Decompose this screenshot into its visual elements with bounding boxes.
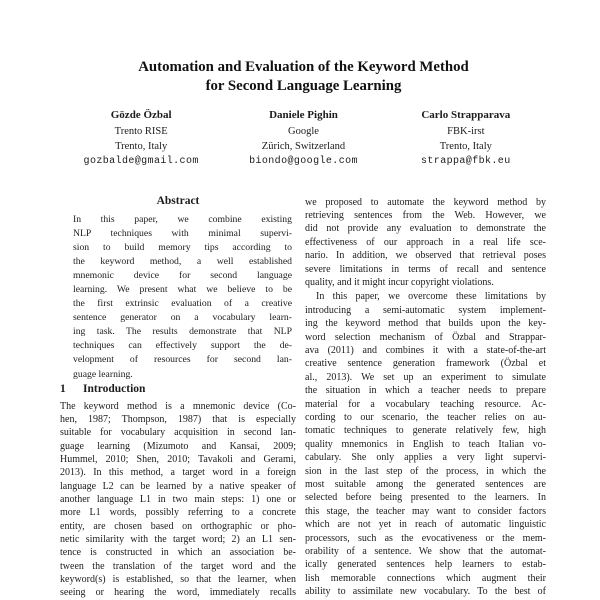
- text-line: severe limitations in terms of recall and sentence: [305, 263, 546, 275]
- author-affiliation: FBK-irst: [447, 125, 485, 137]
- text-line: the situation in which a teacher needs to prepare: [305, 385, 546, 397]
- text-line: seeing or hearing the word, immediately recalls: [60, 587, 296, 599]
- text-line: hen, 1987; Thompson, 1987) that is especially: [60, 413, 296, 425]
- text-line: we proposed to automate the keyword method by: [305, 196, 546, 208]
- text-line: In this paper, we combine existing: [73, 213, 292, 225]
- author-location: Zürich, Switzerland: [261, 140, 346, 152]
- right-column: [305, 195, 546, 600]
- author-block: [60, 108, 547, 170]
- author-1: [60, 108, 222, 170]
- text-line: The keyword method is a mnemonic device (Co-: [60, 400, 296, 412]
- author-2: [222, 108, 384, 170]
- paper-title-line2: for Second Language Learning: [205, 78, 402, 94]
- text-line: which are not yet in reach of automatic linguistic: [305, 519, 546, 531]
- two-column-body: [60, 195, 547, 600]
- author-affiliation: Trento RISE: [114, 125, 168, 137]
- text-line: Hummel, 2010; Shen, 2010; Tavakoli and Gerami,: [60, 454, 296, 465]
- text-line: velopment of resources for second lan-: [73, 354, 292, 366]
- text-line: effectiveness of our approach in a real life sce-: [305, 236, 546, 248]
- text-line: material for a vocabulary teaching resource. Ac-: [305, 398, 546, 410]
- author-3: [385, 108, 547, 170]
- text-line: quality mnemonics in English to teach Italian vo-: [305, 438, 546, 450]
- text-line: introducing a semi-automatic system implement-: [305, 304, 546, 316]
- text-line: netic similarity with the target word; 2) an L1 sen-: [60, 534, 296, 546]
- right-column-paragraph-2: [305, 290, 546, 598]
- text-line: ava (2011) and combines it with a state-of-the-art: [305, 344, 546, 356]
- text-line: suitable for vocabulary acquisition in second lan-: [60, 427, 296, 439]
- text-line: NLP techniques with minimal supervi-: [73, 227, 292, 239]
- author-location: Trento, Italy: [439, 140, 492, 152]
- text-line: selected before being presented to the learners. In: [305, 492, 546, 504]
- text-line: retrieving sentences from the Web. However, we: [305, 209, 546, 221]
- text-line: more L1 words, possibly referring to a concrete: [60, 507, 296, 519]
- author-name: Carlo Strapparava: [421, 109, 511, 121]
- text-line: al., 2013). We set up an experiment to simulate: [305, 371, 546, 383]
- author-name: Daniele Pighin: [269, 109, 338, 121]
- paper-title-line1: Automation and Evaluation of the Keyword Method: [138, 59, 469, 75]
- text-line: processors, such as the evocativeness or the mem-: [305, 532, 546, 544]
- author-email: strappa@fbk.eu: [421, 155, 511, 167]
- text-line: techniques can effectively support the de-: [73, 340, 292, 352]
- right-column-paragraph-1: [305, 196, 546, 290]
- text-line: sion to build memory tips according to: [73, 241, 292, 253]
- text-line: language L2 can be learned by a native speaker of: [60, 480, 296, 492]
- left-column: [60, 195, 296, 600]
- introduction-paragraph: [60, 400, 296, 600]
- text-line: quality, and it might incur copyright violations.: [305, 276, 494, 288]
- text-line: lish memorable connections which augment their: [305, 572, 546, 584]
- text-line: ically generated sentences help learners to estab-: [305, 559, 546, 571]
- abstract-heading: Abstract: [156, 194, 200, 207]
- author-name: Gözde Özbal: [110, 109, 172, 121]
- text-line: another language L1 in two main steps: 1) one or: [60, 494, 296, 506]
- text-line: tween the translation of the target word and the: [60, 560, 296, 572]
- text-line: ing the keyword method that builds upon the key-: [305, 318, 546, 330]
- text-line: In this paper, we overcome these limitations by: [316, 291, 546, 303]
- text-line: did not provide any evaluation to demonstrate the: [305, 223, 546, 235]
- text-line: most suitable among the generated sentences are: [305, 479, 546, 491]
- text-line: 2013). In this method, a target word in a foreign: [60, 467, 296, 479]
- text-line: creative sentence generation framework (Özbal et: [305, 358, 546, 370]
- text-line: ability to assimilate new vocabulary. To the best of: [305, 586, 546, 598]
- text-line: guage learning (Mizumoto and Kansai, 2009;: [60, 440, 296, 452]
- author-email: gozbalde@gmail.com: [83, 155, 199, 167]
- text-line: cabulary. She only applies a very light supervi-: [305, 452, 546, 464]
- text-line: tomatic techniques to generate relatively few, high: [305, 425, 546, 437]
- section-heading-introduction: [60, 383, 296, 397]
- text-line: word selection mechanism of Özbal and Strappar-: [305, 331, 546, 343]
- text-line: keyword(s) is established, so that the learner, when: [60, 574, 296, 586]
- abstract-text: [73, 213, 292, 382]
- text-line: tence is constructed in which an association be-: [60, 547, 296, 559]
- text-line: ing task. The results demonstrate that NLP: [73, 326, 292, 338]
- text-line: learning. We present what we believe to be: [73, 283, 292, 295]
- text-line: entity, are chosen based on orthographic or pho-: [60, 520, 296, 532]
- text-line: orability of a sentence. We show that the automat-: [305, 546, 546, 558]
- author-affiliation: Google: [288, 125, 319, 137]
- text-line: this stage, the teacher may want to consider factors: [305, 505, 546, 517]
- text-line: cording to our scenario, the teacher relies on au-: [305, 412, 546, 423]
- text-line: mnemonic device for second language: [73, 269, 292, 281]
- text-line: nario. In addition, we observed that retrieval poses: [305, 250, 546, 262]
- paper-title: [60, 58, 547, 96]
- text-line: the keyword method, a well established: [73, 255, 292, 267]
- text-line: guage learning.: [73, 368, 133, 380]
- text-line: the first extrinsic evaluation of a creative: [73, 298, 292, 310]
- text-line: sentence generator on a vocabulary learn-: [73, 312, 292, 324]
- author-location: Trento, Italy: [115, 140, 168, 152]
- section-number: 1: [60, 382, 66, 395]
- text-line: sion in the last step of the process, in which the: [305, 465, 546, 477]
- section-title: Introduction: [83, 382, 146, 395]
- author-email: biondo@google.com: [249, 155, 358, 167]
